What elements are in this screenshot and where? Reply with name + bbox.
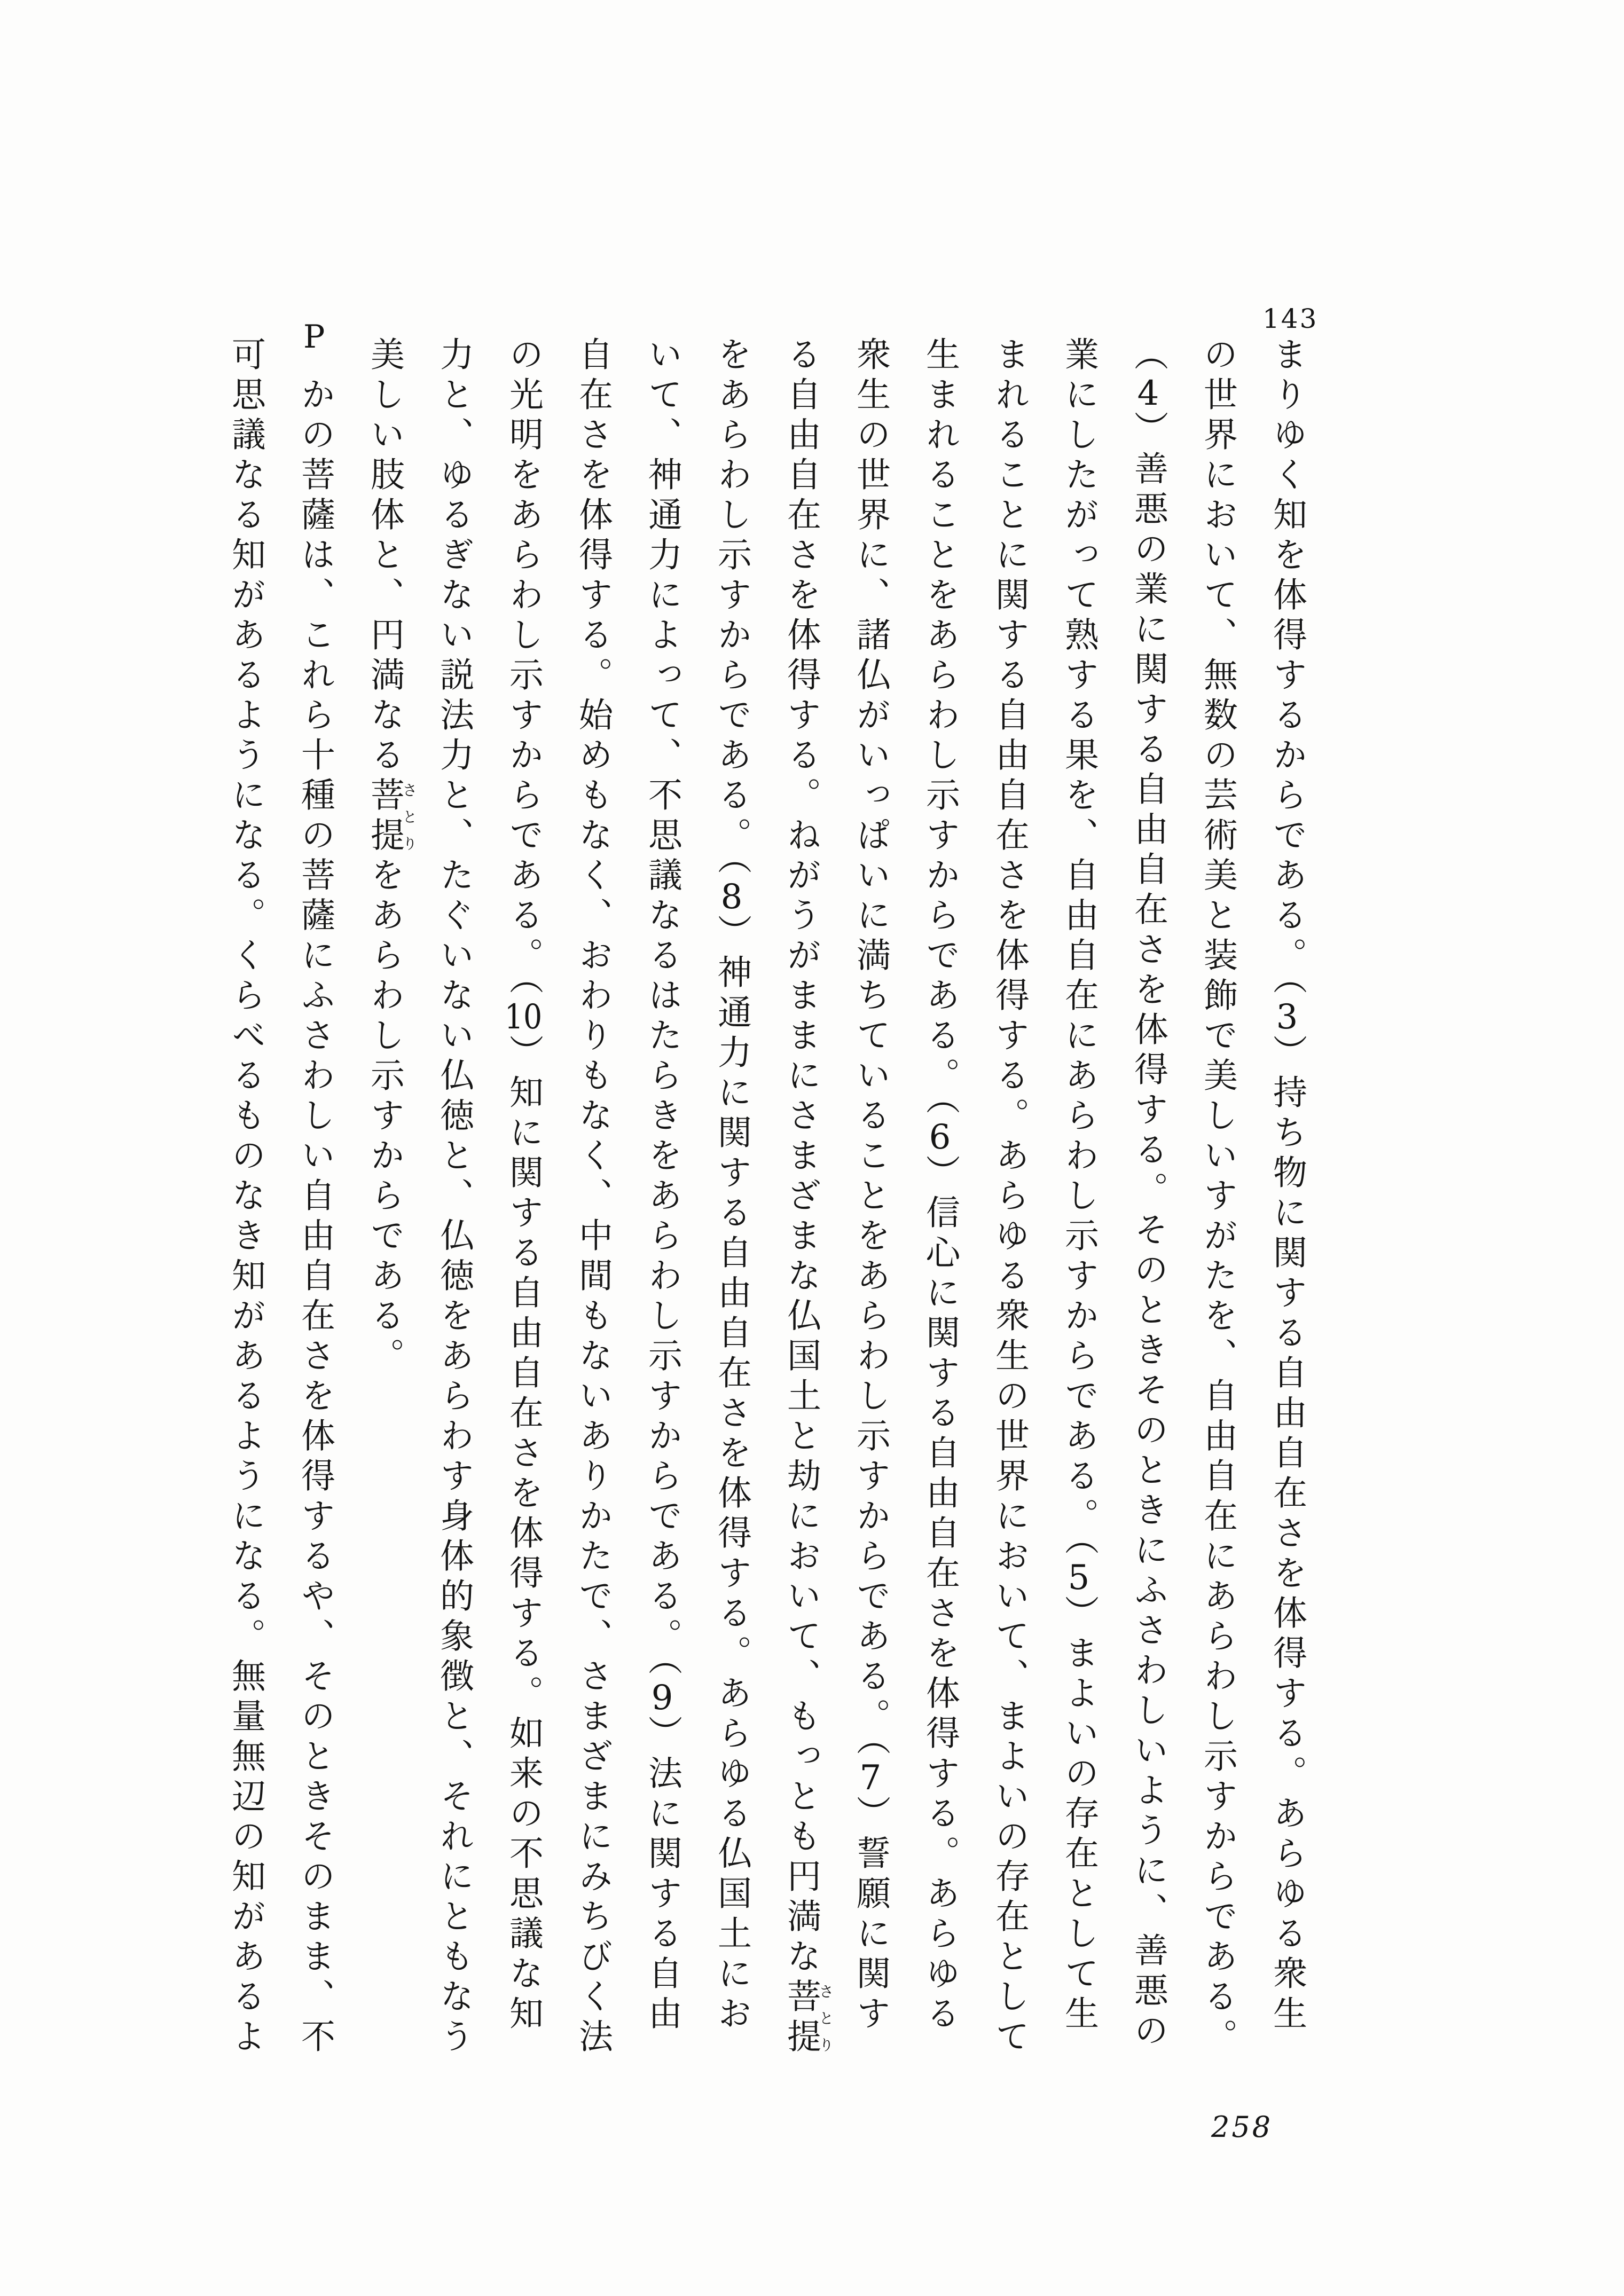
text-line: 生まれることをあらわし示すからである。（6）信心に関する自由自在さを体得する。あらゆる (920, 336, 960, 2035)
text-line: 力と、ゆるぎない説法力と、たぐいない仏徳と、仏徳をあらわす身体的象徴と、それにともなう (434, 336, 474, 2058)
text-line: （4）善悪の業に関する自由自在さを体得する。そのときそのときにふさわしいように、善悪の (1128, 336, 1168, 2053)
margin-mark-p: P (303, 318, 325, 356)
text-line: の光明をあらわし示すからである。（10）知に関する自由自在さを体得する。如来の不思議な知 (504, 336, 543, 2035)
text-line: 可思議なる知があるようになる。くらべるものなき知があるようになる。無量無辺の知があるよ (226, 336, 265, 2058)
item-number: 10 (504, 1000, 543, 1034)
text-line: 美しい肢体と、円満なる菩提さとりをあらわし示すからである。 (365, 336, 418, 1378)
item-number: 3 (1276, 1000, 1298, 1034)
text-line: をあらわし示すからである。（8）神通力に関する自由自在さを体得する。あらゆる仏国土にお (712, 336, 751, 2035)
item-number: 7 (859, 1761, 882, 1795)
page-number-top: 143 (1262, 303, 1319, 334)
ruby-word: 菩提さとり (781, 1978, 835, 2058)
text-line: まりゆく知を体得するからである。（3）持ち物に関する自由自在さを体得する。あらゆる衆生 (1267, 336, 1307, 2035)
item-number: 8 (720, 880, 743, 914)
text-line: かの菩薩は、これら十種の菩薩にふさわしい自由自在さを体得するや、そのときそのまま、不 (295, 376, 335, 2058)
text-line: る自由自在さを体得する。ねがうがままにさまざまな仏国土と劫において、もっとも円満な菩提さとり (781, 336, 835, 2058)
text-line: いて、神通力によって、不思議なるはたらきをあらわし示すからである。（9）法に関する自由 (642, 336, 682, 2035)
item-number: 6 (929, 1120, 951, 1154)
item-number: 4 (1137, 376, 1159, 411)
text-line: 業にしたがって熟する果を、自由自在にあらわし示すからである。（5）まよいの存在として生 (1059, 336, 1099, 2035)
vertical-text-block (211, 336, 1322, 2066)
page-number-bottom: 258 (1211, 2110, 1273, 2144)
ruby-word: 菩提さとり (365, 777, 418, 857)
text-line: の世界において、無数の芸術美と装飾で美しいすがたを、自由自在にあらわし示すからである。 (1198, 336, 1237, 2058)
item-number: 5 (1068, 1561, 1090, 1595)
text-line: 自在さを体得する。始めもなく、おわりもなく、中間もないありかたで、さまざまにみちびく法 (573, 336, 613, 2058)
text-line: 衆生の世界に、諸仏がいっぱいに満ちていることをあらわし示すからである。（7）誓願に関す (851, 336, 890, 2035)
item-number: 9 (651, 1681, 673, 1715)
text-line: まれることに関する自由自在さを体得する。あらゆる衆生の世界において、まよいの存在として (990, 336, 1029, 2058)
